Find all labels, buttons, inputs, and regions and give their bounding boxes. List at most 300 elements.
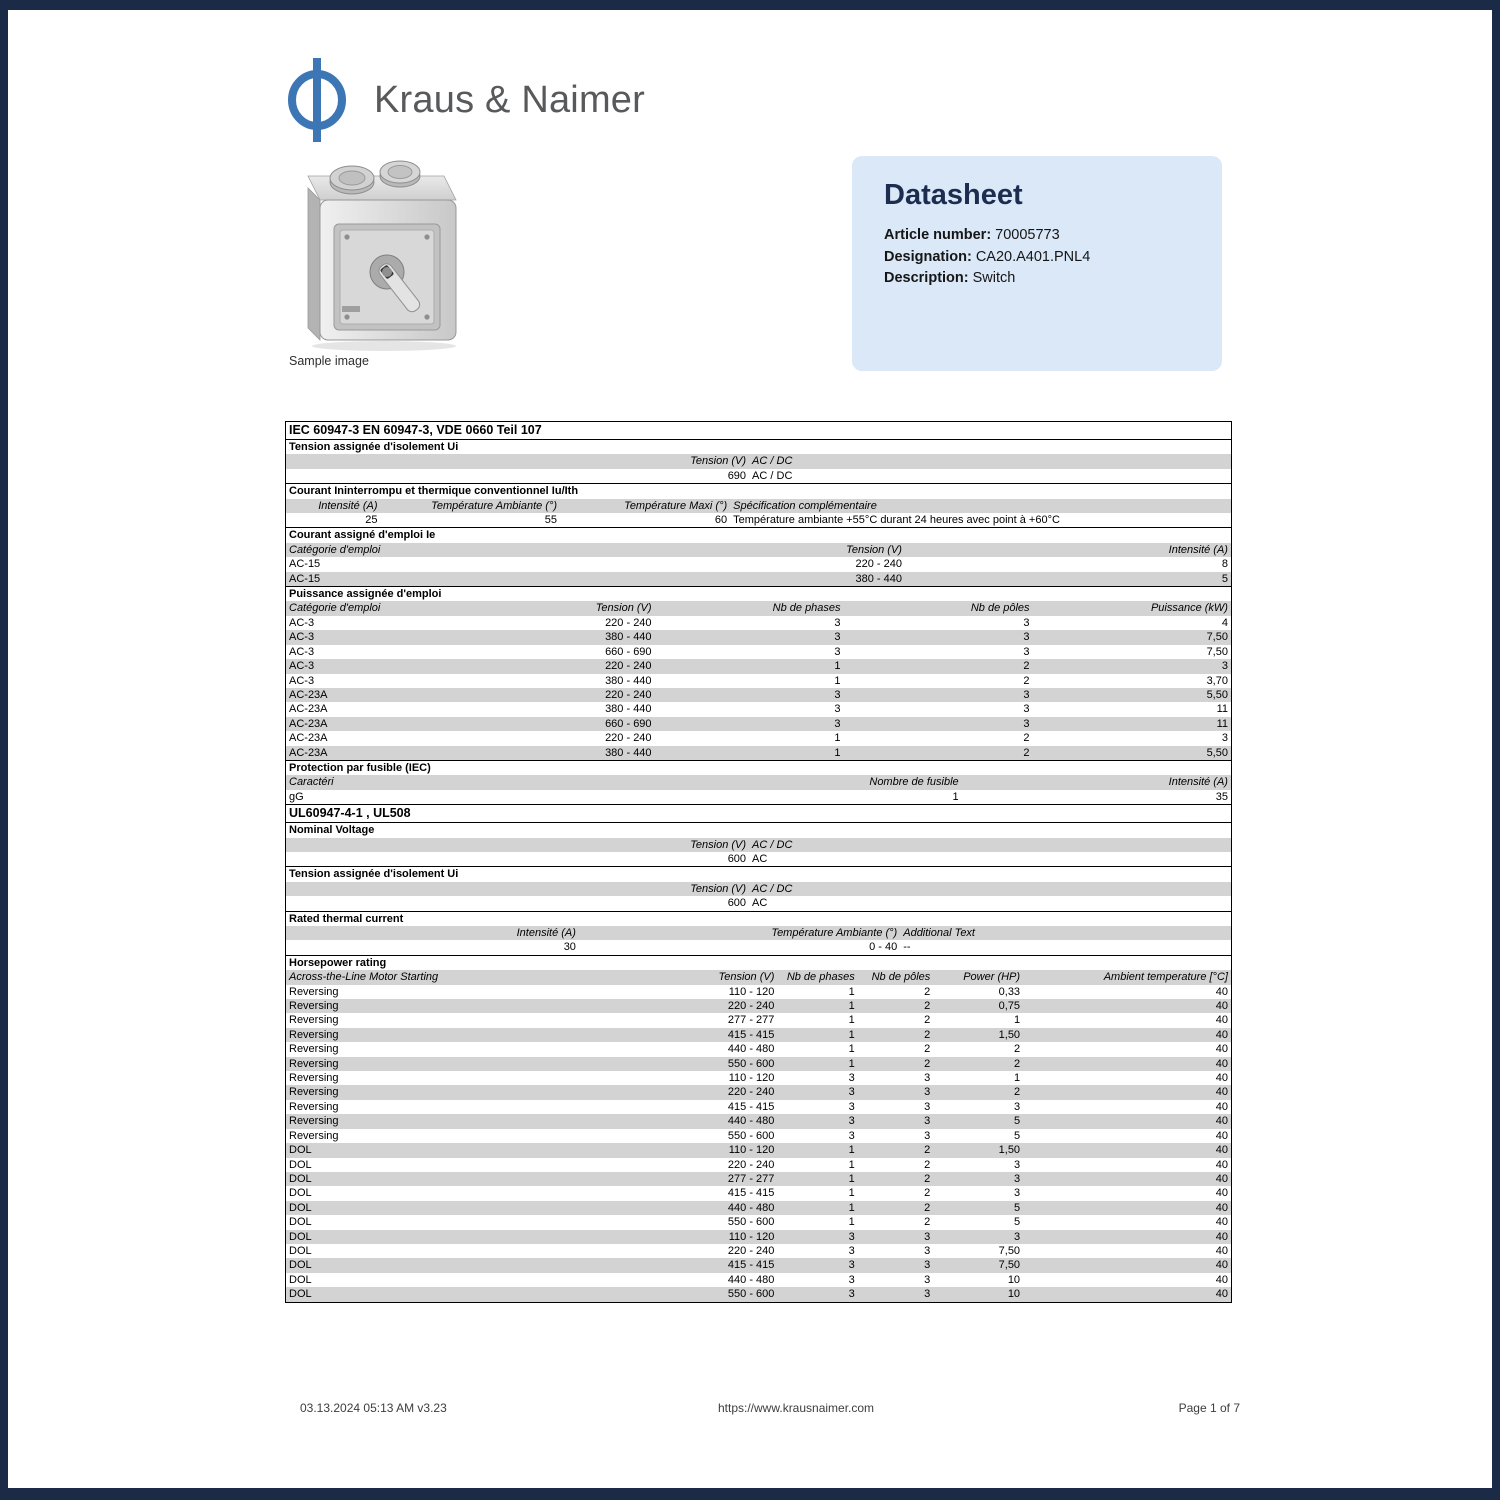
table-cell: Power (HP) [963, 971, 1021, 984]
table-cell: 1 [848, 1028, 855, 1041]
table-cell: 3 [848, 1273, 855, 1286]
table-cell: 2 [924, 985, 931, 998]
table-row [286, 572, 1231, 586]
table-cell: 3 [848, 1086, 855, 1099]
table-cell: 3 [834, 688, 841, 701]
table-row [286, 999, 1231, 1013]
table-cell: 1 [848, 1187, 855, 1200]
table-cell: 11 [1216, 717, 1228, 730]
table-cell: 40 [1215, 1144, 1228, 1157]
table-cell: 550 - 600 [727, 1057, 775, 1070]
table-cell: 5 [1013, 1129, 1021, 1142]
table-cell: AC / DC [752, 455, 793, 468]
table-cell: Température Ambiante (°) [431, 499, 558, 512]
table-cell: 3 [1023, 717, 1030, 730]
table-cell: 5 [1013, 1201, 1021, 1214]
table-cell: 1 [834, 746, 841, 759]
footer-timestamp: 03.13.2024 05:13 AM v3.23 [300, 1401, 447, 1415]
table-cell: AC / DC [752, 882, 793, 895]
table-row [286, 1287, 1231, 1301]
table-cell: 3 [1013, 1100, 1021, 1113]
cable-gland-icon [380, 161, 420, 187]
table-cell: gG [289, 790, 304, 803]
table-row [286, 1085, 1231, 1099]
table-row [286, 630, 1231, 644]
table-cell: 380 - 440 [605, 703, 652, 716]
table-row [286, 940, 1231, 954]
table-cell: 380 - 440 [855, 572, 902, 585]
table-cell: 3 [924, 1100, 931, 1113]
table-cell: 220 - 240 [727, 1158, 775, 1171]
table-section-row: Rated thermal current [286, 911, 1231, 926]
table-cell: 3 [848, 1072, 855, 1085]
table-cell: 3 [1023, 703, 1030, 716]
table-cell: Reversing [289, 1028, 339, 1041]
table-cell: 40 [1215, 1014, 1228, 1027]
table-cell: 40 [1215, 1115, 1228, 1128]
table-cell: AC / DC [752, 469, 793, 482]
footer-page-number: Page 1 of 7 [1178, 1401, 1240, 1415]
table-cell: 40 [1215, 1244, 1228, 1257]
table-cell: 3 [924, 1230, 931, 1243]
table-cell: 550 - 600 [727, 1216, 775, 1229]
table-row [286, 688, 1231, 702]
table-cell: AC-3 [289, 674, 315, 687]
table-row [286, 702, 1231, 716]
table-cell: DOL [289, 1230, 312, 1243]
table-cell: 2 [924, 1043, 931, 1056]
table-row [286, 616, 1231, 630]
table-row [286, 543, 1231, 557]
table-cell: 3 [1023, 688, 1030, 701]
table-cell: 1 [848, 1000, 855, 1013]
spec-table [285, 421, 1232, 1303]
table-cell: 7,50 [998, 1259, 1021, 1272]
table-cell: 220 - 240 [727, 1086, 775, 1099]
table-cell: Température Maxi (°) [624, 499, 728, 512]
table-cell: 3 [1013, 1187, 1021, 1200]
table-cell: 3 [924, 1129, 931, 1142]
table-cell: Tension (V) [690, 838, 747, 851]
table-section-row: Protection par fusible (IEC) [286, 760, 1231, 775]
table-cell: 35 [1215, 790, 1228, 803]
table-cell: 3 [834, 616, 841, 629]
table-cell: 3 [1013, 1230, 1021, 1243]
table-cell: 40 [1215, 1201, 1228, 1214]
table-row [286, 882, 1231, 896]
table-cell: 2 [924, 1187, 931, 1200]
table-cell: 40 [1215, 1259, 1228, 1272]
field-value: Switch [972, 270, 1016, 286]
table-cell: 7,50 [998, 1244, 1021, 1257]
table-cell: 40 [1215, 1028, 1228, 1041]
table-cell: Intensité (A) [1168, 543, 1228, 556]
table-cell: Tension (V) [690, 882, 747, 895]
table-row [286, 852, 1231, 866]
table-cell: 1 [952, 790, 959, 803]
table-cell: 2 [1023, 674, 1030, 687]
table-row [286, 1028, 1231, 1042]
table-cell: 550 - 600 [727, 1129, 775, 1142]
table-row [286, 454, 1231, 468]
table-cell: 440 - 480 [727, 1115, 775, 1128]
table-cell: 3 [924, 1086, 931, 1099]
table-cell: 220 - 240 [605, 616, 652, 629]
datasheet-title: Datasheet [884, 179, 1023, 211]
table-section-row: Courant assigné d'emploi Ie [286, 527, 1231, 542]
table-cell: 1 [848, 1043, 855, 1056]
table-cell: 1 [834, 732, 841, 745]
table-cell: DOL [289, 1288, 312, 1301]
table-cell: 3 [1221, 660, 1228, 673]
table-cell: 660 - 690 [605, 645, 652, 658]
table-cell: DOL [289, 1201, 312, 1214]
table-cell: DOL [289, 1158, 312, 1171]
table-cell: 0,33 [998, 985, 1021, 998]
table-row [286, 513, 1231, 527]
table-cell: 7,50 [1206, 631, 1228, 644]
table-row [286, 1244, 1231, 1258]
field-label: Designation: [884, 248, 972, 265]
table-cell: Reversing [289, 1086, 339, 1099]
table-cell: 380 - 440 [605, 631, 652, 644]
table-cell: Intensité (A) [516, 927, 576, 939]
table-cell: DOL [289, 1273, 312, 1286]
table-row [286, 659, 1231, 673]
table-row [286, 1071, 1231, 1085]
phi-logo-icon [287, 58, 347, 142]
table-cell: 40 [1215, 1187, 1228, 1200]
table-row [286, 1042, 1231, 1056]
datasheet-panel [852, 156, 1222, 371]
table-cell: 2 [924, 1028, 931, 1041]
table-cell: 440 - 480 [727, 1201, 775, 1214]
table-cell: Reversing [289, 1014, 339, 1027]
table-cell: DOL [289, 1144, 312, 1157]
table-cell: 40 [1215, 1216, 1228, 1229]
table-cell: AC-3 [289, 616, 315, 629]
field-label: Description: [884, 270, 969, 286]
table-cell: AC-23A [289, 688, 328, 701]
table-cell: 3 [1013, 1172, 1021, 1185]
table-cell: 40 [1215, 1288, 1228, 1301]
table-cell: AC-3 [289, 660, 315, 673]
table-cell: 3,70 [1206, 674, 1228, 687]
table-row [286, 1172, 1231, 1186]
table-cell: 2 [924, 1158, 931, 1171]
table-cell: 2 [924, 1014, 931, 1027]
table-cell: 3 [1221, 732, 1228, 745]
table-cell: Tension (V) [718, 971, 775, 984]
table-row [286, 717, 1231, 731]
table-cell: 277 - 277 [727, 1172, 775, 1185]
table-cell: 110 - 120 [728, 985, 775, 998]
table-row [286, 731, 1231, 745]
table-cell: 1 [848, 985, 855, 998]
table-cell: 3 [848, 1100, 855, 1113]
table-cell: 5 [1013, 1216, 1021, 1229]
table-cell: Nb de pôles [970, 602, 1030, 615]
table-cell: AC [752, 897, 768, 910]
table-cell: Nb de pôles [871, 971, 931, 984]
table-cell: Reversing [289, 1115, 339, 1128]
table-cell: 600 [727, 897, 747, 910]
table-cell: 3 [834, 717, 841, 730]
table-row [286, 746, 1231, 760]
table-cell: Reversing [289, 1072, 339, 1085]
table-row [286, 838, 1231, 852]
table-cell: Ambient temperature [°C] [1103, 971, 1228, 984]
table-cell: 220 - 240 [605, 688, 652, 701]
table-cell: AC-3 [289, 645, 315, 658]
table-cell: AC-23A [289, 703, 328, 716]
table-cell: Température ambiante +55°C durant 24 heures avec point à +60°C [733, 514, 1060, 527]
description-field [884, 268, 1222, 290]
table-cell: 1,50 [998, 1028, 1021, 1041]
table-cell: DOL [289, 1172, 312, 1185]
table-row [286, 674, 1231, 688]
table-cell: DOL [289, 1244, 312, 1257]
table-cell: Puissance (kW) [1150, 602, 1228, 615]
table-cell: 1 [1013, 1014, 1021, 1027]
document-page [8, 10, 1492, 1488]
table-cell: 40 [1215, 1230, 1228, 1243]
table-cell: AC-3 [289, 631, 315, 644]
table-cell: 30 [563, 941, 576, 954]
table-cell: 440 - 480 [727, 1273, 775, 1286]
table-row [286, 775, 1231, 789]
table-cell: 1 [834, 674, 841, 687]
table-section-row: Horsepower rating [286, 955, 1231, 970]
table-cell: 1 [848, 1172, 855, 1185]
table-cell: 40 [1215, 1043, 1228, 1056]
table-cell: Catégorie d'emploi [289, 602, 381, 615]
table-row [286, 645, 1231, 659]
table-cell: 415 - 415 [727, 1187, 775, 1200]
table-cell: 415 - 415 [727, 1100, 775, 1113]
table-cell: 3 [834, 703, 841, 716]
table-cell: Tension (V) [846, 543, 902, 556]
brand [287, 58, 645, 142]
table-cell: 8 [1221, 558, 1228, 571]
table-row [286, 1158, 1231, 1172]
table-cell: 3 [924, 1259, 931, 1272]
table-cell: 40 [1215, 1273, 1228, 1286]
table-cell: AC-23A [289, 732, 328, 745]
table-cell: Caractéri [289, 776, 334, 789]
table-title-row: IEC 60947-3 EN 60947-3, VDE 0660 Teil 107 [289, 423, 542, 437]
table-section-row: Tension assignée d'isolement Ui [286, 439, 1231, 454]
table-cell: 2 [924, 1144, 931, 1157]
cable-gland-icon [330, 166, 374, 194]
table-cell: 550 - 600 [727, 1288, 775, 1301]
table-cell: 4 [1221, 616, 1228, 629]
table-cell: 220 - 240 [605, 732, 652, 745]
footer-url[interactable]: https://www.krausnaimer.com [718, 1401, 875, 1415]
table-row [286, 1057, 1231, 1071]
table-cell: 3 [924, 1288, 931, 1301]
table-cell: 40 [1215, 1000, 1228, 1013]
table-cell: 3 [924, 1273, 931, 1286]
table-cell: Reversing [289, 1000, 339, 1013]
field-value: CA20.A401.PNL4 [975, 248, 1091, 265]
table-row [286, 499, 1231, 513]
table-cell: 10 [1007, 1273, 1021, 1286]
table-row [286, 601, 1231, 615]
table-cell: 220 - 240 [855, 558, 902, 571]
table-cell: 40 [1215, 1100, 1228, 1113]
table-cell: 3 [834, 631, 841, 644]
table-cell: 1 [848, 1014, 855, 1027]
table-cell: Tension (V) [595, 602, 652, 615]
table-row [286, 896, 1231, 910]
table-cell: 3 [1023, 645, 1030, 658]
table-row [286, 1258, 1231, 1272]
table-row [286, 1114, 1231, 1128]
table-cell: Reversing [289, 1129, 339, 1142]
table-cell: 440 - 480 [727, 1043, 775, 1056]
table-row [286, 1100, 1231, 1114]
brand-name: Kraus & Naimer [374, 78, 645, 121]
table-cell: 40 [1215, 1158, 1228, 1171]
table-row [286, 985, 1231, 999]
table-cell: 660 - 690 [605, 717, 652, 730]
table-cell: 2 [924, 1216, 931, 1229]
table-cell: Nb de phases [772, 602, 841, 615]
table-cell: Additional Text [903, 927, 975, 939]
table-cell: Intensité (A) [1168, 776, 1228, 789]
table-cell: Tension (V) [690, 455, 747, 468]
table-row [286, 926, 1231, 940]
table-cell: 1 [1013, 1072, 1021, 1085]
table-cell: 0 - 40 [869, 941, 898, 954]
table-cell: 2 [1013, 1057, 1021, 1070]
table-cell: 5,50 [1206, 688, 1228, 701]
table-row [286, 1215, 1231, 1229]
table-cell: 600 [727, 852, 747, 865]
table-cell: 1 [848, 1057, 855, 1070]
table-row [286, 1273, 1231, 1287]
table-cell: 1 [848, 1158, 855, 1171]
article-number-field [884, 225, 1222, 247]
table-row [286, 1230, 1231, 1244]
table-cell: 1 [848, 1201, 855, 1214]
table-cell: AC-23A [289, 746, 328, 759]
table-row [286, 790, 1231, 804]
designation-field [884, 247, 1222, 269]
table-cell: 60 [714, 514, 728, 527]
table-cell: 2 [1013, 1043, 1021, 1056]
table-cell: 3 [848, 1259, 855, 1272]
table-cell: Température Ambiante (°) [771, 927, 898, 939]
table-cell: AC-15 [289, 558, 321, 571]
table-section-row: Tension assignée d'isolement Ui [286, 866, 1231, 881]
table-cell: DOL [289, 1259, 312, 1272]
table-row [286, 1186, 1231, 1200]
table-cell: 3 [834, 645, 841, 658]
table-row [286, 1143, 1231, 1157]
table-row [286, 557, 1231, 571]
table-cell: 380 - 440 [605, 746, 652, 759]
table-cell: 220 - 240 [727, 1000, 775, 1013]
table-cell: 40 [1215, 1086, 1228, 1099]
table-section-row: Courant Ininterrompu et thermique conventionnel Iu/Ith [286, 483, 1231, 498]
table-cell: 3 [924, 1072, 931, 1085]
table-cell: 3 [848, 1288, 855, 1301]
table-row [286, 1013, 1231, 1027]
table-cell: 110 - 120 [728, 1144, 775, 1157]
table-cell: 2 [924, 1000, 931, 1013]
table-cell: 3 [848, 1230, 855, 1243]
field-label: Article number: [884, 227, 992, 243]
table-cell: AC [752, 852, 768, 865]
table-cell: 1 [848, 1216, 855, 1229]
datasheet-fields [852, 212, 1222, 290]
table-cell: Reversing [289, 1043, 339, 1056]
table-cell: 1 [834, 660, 841, 673]
table-cell: DOL [289, 1216, 312, 1229]
table-title-row: UL60947-4-1 , UL508 [286, 804, 1231, 822]
table-cell: 2 [924, 1057, 931, 1070]
sample-image-caption: Sample image [289, 354, 369, 368]
table-cell: 3 [924, 1115, 931, 1128]
table-cell: AC / DC [752, 838, 793, 851]
table-row [286, 1129, 1231, 1143]
table-cell: 2 [1013, 1086, 1021, 1099]
table-row [286, 970, 1231, 984]
table-cell: Across-the-Line Motor Starting [289, 971, 439, 984]
table-cell: 55 [544, 514, 558, 527]
table-cell: 10 [1007, 1288, 1021, 1301]
table-cell: 380 - 440 [605, 674, 652, 687]
table-cell: 40 [1215, 1129, 1228, 1142]
table-cell: 3 [1023, 616, 1030, 629]
table-cell: 2 [1023, 746, 1030, 759]
table-cell: Reversing [289, 1100, 339, 1113]
table-cell: 2 [1023, 732, 1030, 745]
table-cell: 40 [1215, 1057, 1228, 1070]
table-cell: 415 - 415 [727, 1028, 775, 1041]
table-cell: 5 [1221, 572, 1228, 585]
table-cell: Nombre de fusible [869, 776, 959, 789]
table-cell: 277 - 277 [727, 1014, 775, 1027]
table-cell: 5,50 [1206, 746, 1228, 759]
table-cell: 110 - 120 [728, 1072, 775, 1085]
table-cell: 110 - 120 [728, 1230, 775, 1243]
table-cell: 7,50 [1206, 645, 1228, 658]
table-cell: 2 [1023, 660, 1030, 673]
table-cell: 3 [848, 1244, 855, 1257]
table-cell: 3 [848, 1129, 855, 1142]
table-cell: 3 [1013, 1158, 1021, 1171]
table-cell: 11 [1216, 703, 1228, 716]
table-cell: DOL [289, 1187, 312, 1200]
table-cell: 690 [727, 469, 747, 482]
table-cell: 25 [365, 514, 378, 527]
table-cell: Intensité (A) [318, 499, 378, 512]
table-cell: 1 [848, 1144, 855, 1157]
field-value: 70005773 [995, 227, 1060, 243]
table-cell: 3 [1023, 631, 1030, 644]
table-section-row: Nominal Voltage [286, 822, 1231, 837]
table-cell: 40 [1215, 985, 1228, 998]
table-section-row: Puissance assignée d'emploi [286, 586, 1231, 601]
table-cell: 2 [924, 1201, 931, 1214]
table-cell: 0,75 [998, 1000, 1021, 1013]
table-cell: Reversing [289, 985, 339, 998]
table-cell: 3 [848, 1115, 855, 1128]
table-cell: 2 [924, 1172, 931, 1185]
